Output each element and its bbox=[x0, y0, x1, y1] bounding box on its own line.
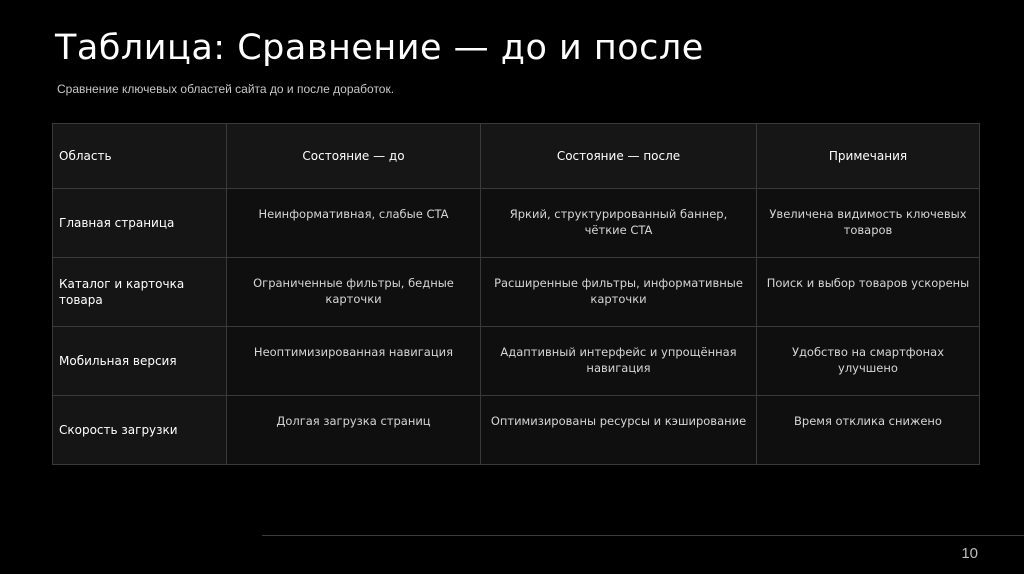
header-area: Область bbox=[53, 124, 227, 189]
slide-subtitle: Сравнение ключевых областей сайта до и после доработок. bbox=[57, 82, 395, 96]
after-cell: Расширенные фильтры, информативные карточки bbox=[481, 258, 757, 327]
comparison-table bbox=[52, 123, 980, 465]
notes-cell: Удобство на смартфонах улучшено bbox=[757, 327, 980, 396]
slide-title: Таблица: Сравнение — до и после bbox=[55, 28, 704, 68]
notes-cell: Время отклика снижено bbox=[757, 396, 980, 465]
table-row bbox=[53, 396, 980, 465]
area-cell: Каталог и карточка товара bbox=[53, 258, 227, 327]
header-notes: Примечания bbox=[757, 124, 980, 189]
area-cell: Главная страница bbox=[53, 189, 227, 258]
table-header-row bbox=[53, 124, 980, 189]
table-row bbox=[53, 258, 980, 327]
notes-cell: Увеличена видимость ключевых товаров bbox=[757, 189, 980, 258]
table-body bbox=[53, 189, 980, 465]
area-cell: Скорость загрузки bbox=[53, 396, 227, 465]
page-number: 10 bbox=[961, 545, 978, 562]
before-cell: Ограниченные фильтры, бедные карточки bbox=[227, 258, 481, 327]
table-header bbox=[53, 124, 980, 189]
before-cell: Неоптимизированная навигация bbox=[227, 327, 481, 396]
after-cell: Адаптивный интерфейс и упрощённая навигация bbox=[481, 327, 757, 396]
footer-divider bbox=[262, 535, 1024, 536]
before-cell: Неинформативная, слабые CTA bbox=[227, 189, 481, 258]
table-row bbox=[53, 327, 980, 396]
after-cell: Яркий, структурированный баннер, чёткие CTA bbox=[481, 189, 757, 258]
after-cell: Оптимизированы ресурсы и кэширование bbox=[481, 396, 757, 465]
header-after: Состояние — после bbox=[481, 124, 757, 189]
area-cell: Мобильная версия bbox=[53, 327, 227, 396]
notes-cell: Поиск и выбор товаров ускорены bbox=[757, 258, 980, 327]
before-cell: Долгая загрузка страниц bbox=[227, 396, 481, 465]
table-row bbox=[53, 189, 980, 258]
header-before: Состояние — до bbox=[227, 124, 481, 189]
